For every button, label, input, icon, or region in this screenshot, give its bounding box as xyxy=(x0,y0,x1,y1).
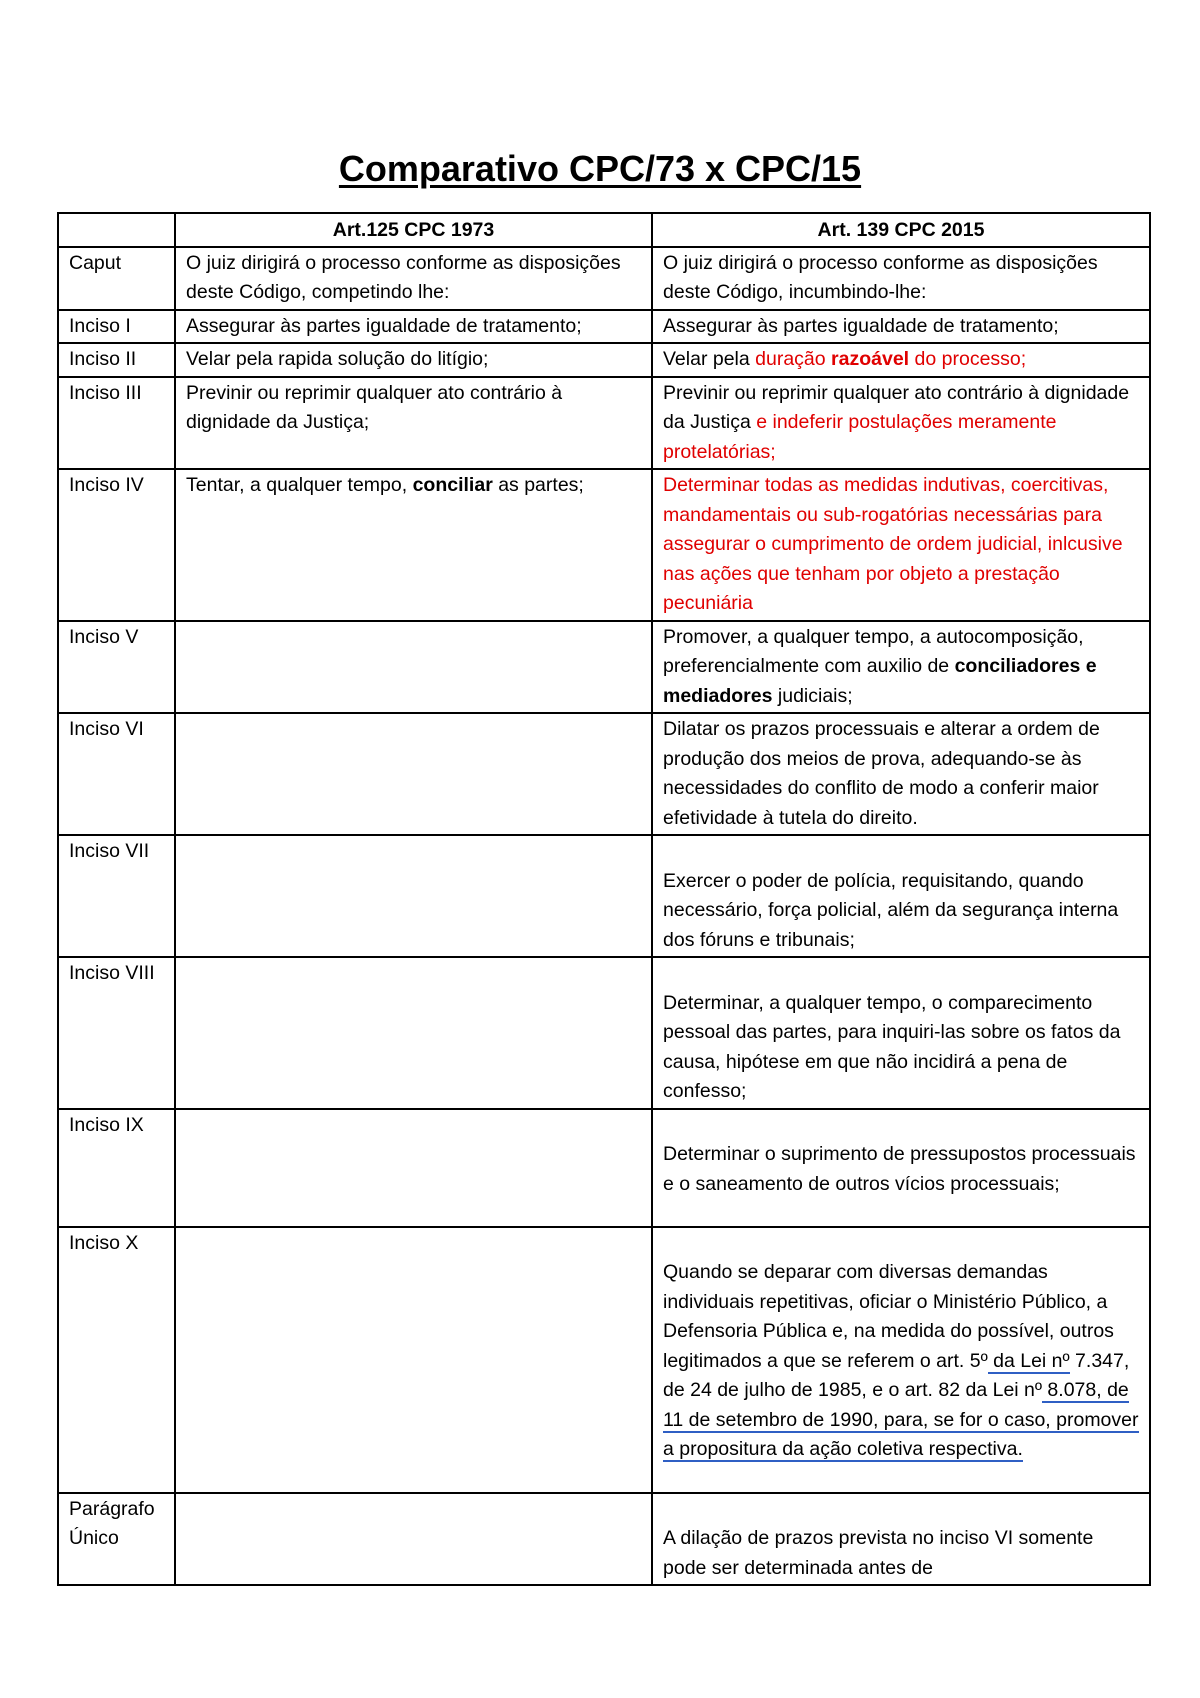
text-highlight-red: do processo; xyxy=(909,348,1027,370)
cpc2015-cell: Dilatar os prazos processuais e alterar a ordem de produção dos meios de prova, adequando-se às necessidades do conflito de modo a conferir maior efetividade à tutela do direito. xyxy=(652,713,1150,835)
cpc1973-cell xyxy=(175,1109,652,1227)
text-highlight-red-bold: razoável xyxy=(831,348,910,370)
document-title: Comparativo CPC/73 x CPC/15 xyxy=(338,148,862,189)
cpc1973-cell xyxy=(175,957,652,1109)
blank-line xyxy=(663,959,1139,989)
cpc1973-cell xyxy=(175,621,652,714)
row-label: Inciso VII xyxy=(58,835,175,957)
table-row xyxy=(58,1227,1150,1493)
table-row xyxy=(58,1493,1150,1586)
table-row xyxy=(58,469,1150,621)
row-label: Inciso VI xyxy=(58,713,175,835)
table-header-row xyxy=(58,213,1150,247)
header-label-cell xyxy=(58,213,175,247)
text-normal: Determinar o suprimento de pressupostos processuais e o saneamento de outros vícios processuais; xyxy=(663,1143,1136,1195)
row-label: Inciso V xyxy=(58,621,175,714)
cpc1973-cell xyxy=(175,713,652,835)
table-row xyxy=(58,621,1150,714)
text-highlight-red: Determinar todas as medidas indutivas, coercitivas, mandamentais ou sub-rogatórias necessárias para assegurar o cumprimento de ordem judicial, inlcusive nas ações que tenham por objeto a prestação pecuniária xyxy=(663,474,1123,614)
cpc2015-cell xyxy=(652,957,1150,1109)
blank-line xyxy=(663,837,1139,867)
table-row xyxy=(58,957,1150,1109)
text-normal: Velar pela xyxy=(663,348,756,370)
text-normal: Tentar, a qualquer tempo, xyxy=(186,474,413,496)
cpc1973-cell xyxy=(175,835,652,957)
row-label: Inciso X xyxy=(58,1227,175,1493)
cpc1973-cell: Assegurar às partes igualdade de tratamento; xyxy=(175,310,652,344)
cpc1973-cell: O juiz dirigirá o processo conforme as disposições deste Código, competindo lhe: xyxy=(175,247,652,310)
table-row xyxy=(58,310,1150,344)
table-row xyxy=(58,247,1150,310)
header-cpc2015: Art. 139 CPC 2015 xyxy=(652,213,1150,247)
table-row xyxy=(58,835,1150,957)
row-label: Inciso III xyxy=(58,377,175,470)
cpc1973-cell xyxy=(175,1227,652,1493)
text-normal: 8.078, de 11 de setembro de 1990, para, se for o caso, promover a propositura da ação coletiva respectiva. xyxy=(663,1379,1139,1460)
table-row xyxy=(58,377,1150,470)
text-normal: A dilação de prazos prevista no inciso VI somente pode ser determinada antes de xyxy=(663,1527,1094,1579)
row-label: Parágrafo Único xyxy=(58,1493,175,1586)
text-bold: conciliar xyxy=(412,474,493,496)
text-normal: da Lei nº xyxy=(987,1349,1070,1372)
cpc2015-cell xyxy=(652,1227,1150,1493)
row-label: Inciso IX xyxy=(58,1109,175,1227)
row-label: Inciso VIII xyxy=(58,957,175,1109)
text-highlight-red: duração xyxy=(755,348,832,370)
cpc2015-cell xyxy=(652,377,1150,470)
row-label: Caput xyxy=(58,247,175,310)
text-normal: as partes; xyxy=(492,474,584,496)
cpc2015-cell xyxy=(652,1493,1150,1586)
blank-line xyxy=(663,1111,1139,1141)
text-normal: Promover, a qualquer tempo, a autocomposição, preferencialmente com auxilio de xyxy=(663,625,1084,677)
cpc1973-cell xyxy=(175,1493,652,1586)
blank-line xyxy=(663,1495,1139,1525)
cpc2015-cell xyxy=(652,621,1150,714)
row-label: Inciso I xyxy=(58,310,175,344)
cpc2015-cell: Assegurar às partes igualdade de tratamento; xyxy=(652,310,1150,344)
cpc2015-cell: O juiz dirigirá o processo conforme as disposições deste Código, incumbindo-lhe: xyxy=(652,247,1150,310)
cpc2015-cell xyxy=(652,343,1150,377)
text-bold: conciliadores e mediadores xyxy=(663,655,1097,707)
cpc2015-cell xyxy=(652,469,1150,621)
table-row xyxy=(58,1109,1150,1227)
comparison-table xyxy=(57,212,1151,1586)
text-normal: judiciais; xyxy=(772,684,853,707)
cpc2015-cell xyxy=(652,1109,1150,1227)
text-normal: Exercer o poder de polícia, requisitando, quando necessário, força policial, além da segurança interna dos fóruns e tribunais; xyxy=(663,869,1119,951)
cpc1973-cell: Velar pela rapida solução do litígio; xyxy=(175,343,652,377)
text-highlight-red: e indeferir postulações meramente protelatórias; xyxy=(663,411,1057,463)
cpc1973-cell xyxy=(175,469,652,621)
table-row xyxy=(58,343,1150,377)
text-normal: Quando se deparar com diversas demandas individuais repetitivas, oficiar o Ministério Público, a Defensoria Pública e, na medida do possível, outros legitimados a que se referem o art. 5º xyxy=(663,1261,1114,1372)
text-normal: 7.347, de 24 de julho de 1985, e o art. 82 da Lei nº xyxy=(663,1349,1130,1401)
header-cpc1973: Art.125 CPC 1973 xyxy=(175,213,652,247)
row-label: Inciso II xyxy=(58,343,175,377)
cpc1973-cell: Previnir ou reprimir qualquer ato contrário à dignidade da Justiça; xyxy=(175,377,652,470)
blank-line xyxy=(663,1229,1139,1259)
text-normal: Previnir ou reprimir qualquer ato contrário à dignidade da Justiça xyxy=(663,381,1130,433)
row-label: Inciso IV xyxy=(58,469,175,621)
table-row xyxy=(58,713,1150,835)
cpc2015-cell xyxy=(652,835,1150,957)
text-normal: Determinar, a qualquer tempo, o comparecimento pessoal das partes, para inquiri-las sobre os fatos da causa, hipótese em que não incidirá a pena de confesso; xyxy=(663,991,1121,1102)
